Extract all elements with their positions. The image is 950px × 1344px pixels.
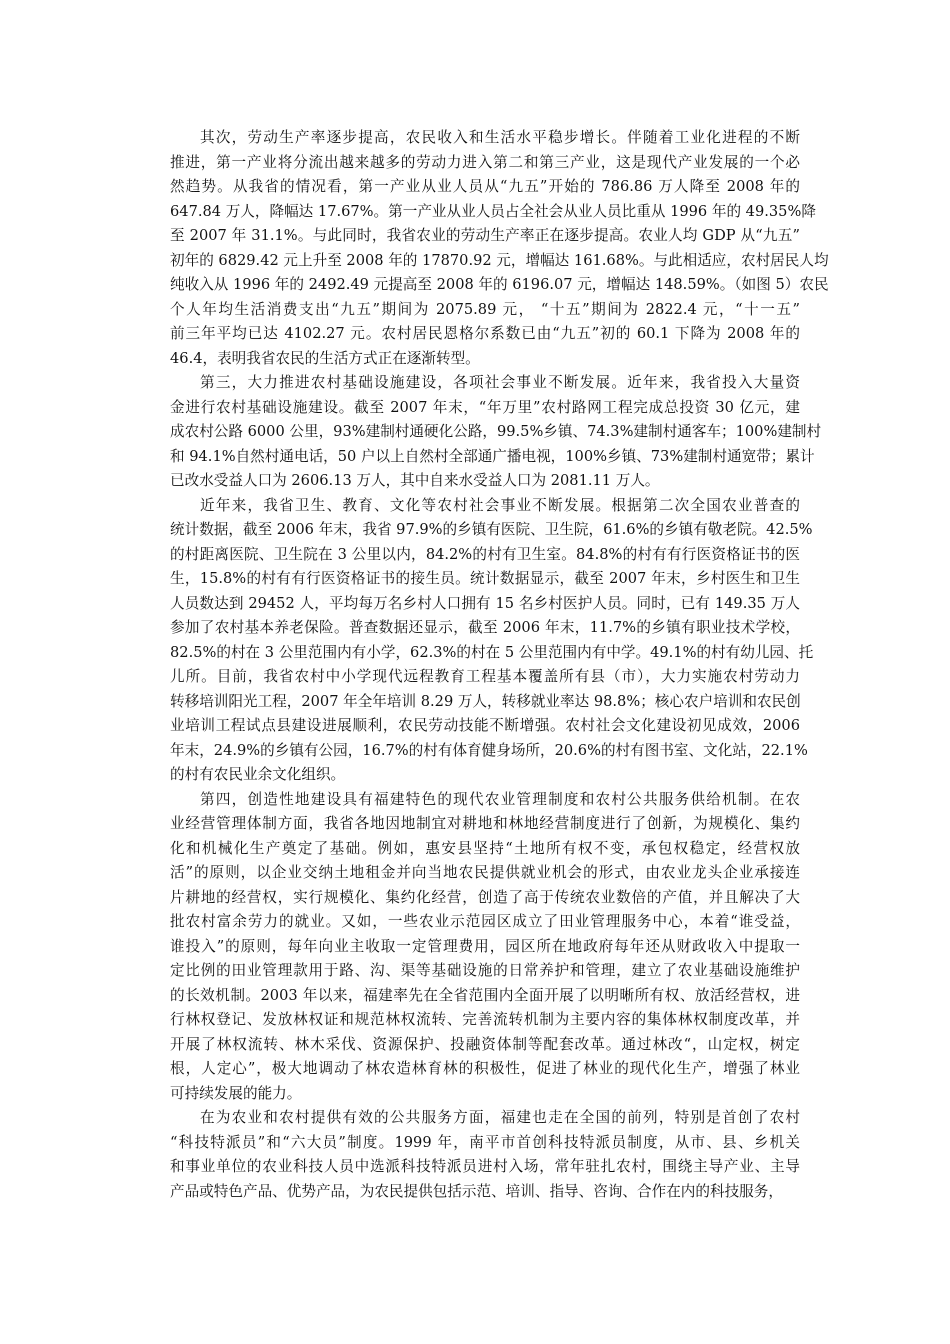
text-line: 可持续发展的能力。 (170, 1084, 302, 1102)
text-line: 人员数达到 29452 人，平均每万名乡村人口拥有 15 名乡村医护人员。同时，已有 149.35 万人 (170, 594, 800, 612)
text-line: 行林权登记、发放林权证和规范林权流转、完善流转机制为主要内容的集体林权制度改革，并 (170, 1011, 800, 1028)
text-line: 根，人定心”，极大地调动了林农造林育林的积极性，促进了林业的现代化生产，增强了林业 (170, 1060, 800, 1077)
text-line: 在为农业和农村提供有效的公共服务方面，福建也走在全国的前列，特别是首创了农村 (200, 1109, 800, 1126)
text-line: 业培训工程试点县建设进展顺利，农民劳动技能不断增强。农村社会文化建设初见成效，2006 (170, 717, 800, 734)
paragraph (170, 1106, 800, 1204)
text-line: 化和机械化生产奠定了基础。例如，惠安县坚持“土地所有权不变，承包权稳定，经营权放 (170, 839, 800, 857)
text-line: 批农村富余劳力的就业。又如，一些农业示范园区成立了田业管理服务中心，本着“谁受益， (170, 913, 800, 930)
text-line: 其次，劳动生产率逐步提高，农民收入和生活水平稳步增长。伴随着工业化进程的不断 (200, 129, 800, 146)
text-line: 成农村公路 6000 公里，93%建制村通硬化公路，99.5%乡镇、74.3%建制村通客车；100%建制村 (170, 423, 822, 440)
text-line: 647.84 万人，降幅达 17.67%。第一产业从业人员占全社会从业人员比重从 1996 年的 49.35%降 (170, 202, 816, 220)
text-line: 近年来，我省卫生、教育、文化等农村社会事业不断发展。根据第二次全国农业普查的 (200, 496, 800, 514)
text-line: 金进行农村基础设施建设。截至 2007 年末，“年万里”农村路网工程完成总投资 30 亿元，建 (170, 398, 800, 416)
text-line: 82.5%的村在 3 公里范围内有小学，62.3%的村在 5 公里范围内有中学。49.1%的村有幼儿园、托 (170, 643, 814, 661)
text-line: 产品或特色产品、优势产品，为农民提供包括示范、培训、指导、咨询、合作在内的科技服务， (170, 1182, 783, 1200)
text-line: 第四，创造性地建设具有福建特色的现代农业管理制度和农村公共服务供给机制。在农 (200, 790, 800, 808)
document-body (170, 126, 829, 1204)
text-line: 纯收入从 1996 年的 2492.49 元提高至 2008 年的 6196.07 元，增幅达 148.59%。（如图 5）农民 (170, 276, 829, 293)
text-line: 定比例的田业管理款用于路、沟、渠等基础设施的日常养护和管理，建立了农业基础设施维护 (170, 962, 800, 979)
paragraph (170, 788, 800, 1107)
text-line: 参加了农村基本养老保险。普查数据还显示，截至 2006 年末，11.7%的乡镇有职业技术学校， (170, 619, 800, 636)
text-line: 的村有农民业余文化组织。 (170, 766, 346, 783)
text-line: 第三，大力推进农村基础设施建设，各项社会事业不断发展。近年来，我省投入大量资 (200, 374, 800, 391)
text-line: 个人年均生活消费支出“九五”期间为 2075.89 元， “十五”期间为 2822.4 元，“十一五” (170, 300, 800, 318)
text-line: 前三年平均已达 4102.27 元。农村居民恩格尔系数已由“九五”初的 60.1 下降为 2008 年的 (170, 325, 800, 342)
text-line: 的村距离医院、卫生院在 3 公里以内，84.2%的村有卫生室。84.8%的村有有行医资格证书的医 (170, 545, 800, 563)
paragraph (170, 126, 829, 371)
text-line: 统计数据，截至 2006 年末，我省 97.9%的乡镇有医院、卫生院，61.6%的乡镇有敬老院。42.5% (170, 521, 813, 538)
text-line: 生，15.8%的村有有行医资格证书的接生员。统计数据显示，截至 2007 年末，乡村医生和卫生 (170, 570, 800, 587)
text-line: 活”的原则，以企业交纳土地租金并向当地农民提供就业机会的形式，由农业龙头企业承接连 (170, 864, 800, 881)
text-line: “科技特派员”和“六大员”制度。1999 年，南平市首创科技特派员制度，从市、县、乡机关 (170, 1133, 800, 1151)
text-line: 谁投入”的原则，每年向业主收取一定管理费用，园区所在地政府每年还从财政收入中提取一 (170, 937, 800, 955)
text-line: 和 94.1%自然村通电话，50 户以上自然村全部通广播电视，100%乡镇、73%建制村通宽带；累计 (170, 447, 815, 465)
text-line: 片耕地的经营权，实行规模化、集约化经营，创造了高于传统农业数倍的产值，并且解决了大 (170, 888, 800, 906)
text-line: 开展了林权流转、林木采伐、资源保护、投融资体制等配套改革。通过林改“，山定权，树定 (170, 1035, 800, 1053)
text-line: 推进，第一产业将分流出越来越多的劳动力进入第二和第三产业，这是现代产业发展的一个必 (170, 153, 800, 171)
text-line: 的长效机制。2003 年以来，福建率先在全省范围内全面开展了以明晰所有权、放活经营权，进 (170, 986, 800, 1004)
text-line: 已改水受益人口为 2606.13 万人，其中自来水受益人口为 2081.11 万人。 (170, 472, 660, 489)
paragraph (170, 494, 814, 788)
text-line: 儿所。目前，我省农村中小学现代远程教育工程基本覆盖所有县（市），大力实施农村劳动力 (170, 668, 800, 685)
text-line: 年末，24.9%的乡镇有公园，16.7%的村有体育健身场所，20.6%的村有图书室、文化站，22.1% (170, 741, 808, 759)
text-line: 46.4，表明我省农民的生活方式正在逐渐转型。 (170, 349, 480, 367)
text-line: 转移培训阳光工程，2007 年全年培训 8.29 万人，转移就业率达 98.8%；核心农户培训和农民创 (170, 692, 801, 710)
text-line: 至 2007 年 31.1%。与此同时，我省农业的劳动生产率正在逐步提高。农业人均 GDP 从“九五” (170, 227, 800, 244)
text-line: 然趋势。从我省的情况看，第一产业从业人员从“九五”开始的 786.86 万人降至 2008 年的 (170, 178, 800, 195)
text-line: 业经营管理体制方面，我省各地因地制宜对耕地和林地经营制度进行了创新，为规模化、集约 (170, 815, 800, 832)
text-line: 和事业单位的农业科技人员中选派科技特派员进村入场，常年驻扎农村，围绕主导产业、主导 (170, 1158, 800, 1175)
paragraph (170, 371, 822, 494)
text-line: 初年的 6829.42 元上升至 2008 年的 17870.92 元，增幅达 161.68%。与此相适应，农村居民人均 (170, 251, 829, 269)
